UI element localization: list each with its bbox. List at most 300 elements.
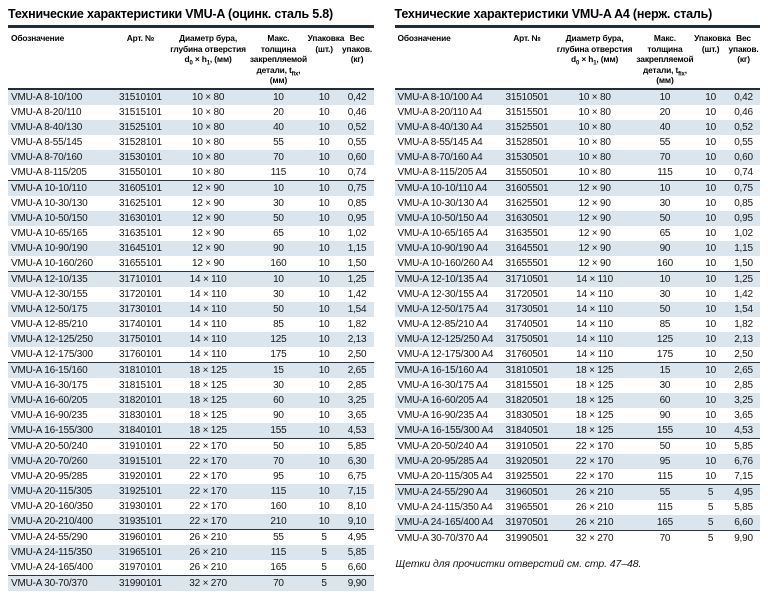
cell-max-thickness: 20 xyxy=(659,106,671,118)
cell-max-thickness: 160 xyxy=(636,256,694,272)
table-row xyxy=(395,150,761,165)
table-row xyxy=(8,89,374,105)
cell-pack-weight: 2,85 xyxy=(347,379,367,391)
cell-art-no: 31965101 xyxy=(119,546,162,558)
cell-pack-weight: 0,85 xyxy=(734,197,753,209)
cell-art-no: 31528501 xyxy=(505,136,549,148)
table-row xyxy=(8,317,374,332)
cell-art-no: 31510101 xyxy=(119,91,162,103)
cell-pack-qty: 10 xyxy=(318,288,330,300)
table-row xyxy=(395,302,761,317)
cell-pack-qty: 10 xyxy=(694,165,727,181)
cell-designation: VMU-A 20-115/305 xyxy=(11,485,93,497)
cell-pack-weight: 6,75 xyxy=(347,470,367,482)
cell-designation: VMU-A 10-10/110 xyxy=(11,182,87,194)
table-row xyxy=(395,165,761,181)
cell-pack-qty: 10 xyxy=(308,423,341,439)
table-row xyxy=(395,515,761,531)
cell-max-thickness: 15 xyxy=(659,364,671,376)
cell-pack-qty: 5 xyxy=(308,560,341,576)
cell-drill-dims: 12 × 90 xyxy=(167,256,249,272)
cell-pack-qty: 10 xyxy=(705,106,716,118)
cell-pack-weight: 2,13 xyxy=(347,333,367,345)
cell-art-no: 31720501 xyxy=(505,288,549,300)
cell-art-no: 31645101 xyxy=(119,242,162,254)
table-row xyxy=(395,469,761,485)
cell-art-no: 31710501 xyxy=(505,273,549,285)
table-row xyxy=(8,150,374,165)
cell-pack-weight: 1,42 xyxy=(734,288,753,300)
table-title-zinc: Технические характеристики VMU-A (оцинк. сталь 5.8) xyxy=(8,5,374,28)
table-row xyxy=(8,241,374,256)
table-row xyxy=(8,271,374,287)
cell-designation: VMU-A 20-95/285 xyxy=(11,470,88,482)
cell-designation: VMU-A 8-20/110 xyxy=(11,106,82,118)
cell-max-thickness: 10 xyxy=(659,182,671,194)
table-row xyxy=(395,423,761,439)
cell-pack-qty: 10 xyxy=(318,485,330,497)
cell-art-no: 31720101 xyxy=(119,288,162,300)
cell-pack-weight: 1,82 xyxy=(734,318,753,330)
cell-designation: VMU-A 8-55/145 A4 xyxy=(397,136,483,148)
cell-art-no: 31990501 xyxy=(505,532,549,544)
cell-pack-qty: 10 xyxy=(705,212,716,224)
table-row xyxy=(8,393,374,408)
cell-art-no: 31645501 xyxy=(505,242,549,254)
cell-designation: VMU-A 12-85/210 xyxy=(11,318,88,330)
cell-designation: VMU-A 8-40/130 A4 xyxy=(397,121,483,133)
cell-pack-qty: 10 xyxy=(705,364,716,376)
cell-pack-weight: 2,65 xyxy=(734,364,753,376)
table-row xyxy=(8,545,374,560)
cell-designation: VMU-A 20-210/400 xyxy=(8,514,114,530)
cell-designation: VMU-A 16-30/175 A4 xyxy=(397,379,488,391)
cell-drill-dims: 14 × 110 xyxy=(189,288,227,300)
cell-drill-dims: 22 × 170 xyxy=(575,440,614,452)
cell-art-no: 31965501 xyxy=(505,501,549,513)
cell-art-no: 31528101 xyxy=(119,136,162,148)
cell-designation: VMU-A 20-160/350 xyxy=(11,500,93,512)
cell-art-no: 31925101 xyxy=(119,485,162,497)
cell-drill-dims: 14 × 110 xyxy=(167,347,249,363)
cell-designation: VMU-A 10-90/190 A4 xyxy=(397,242,488,254)
cell-drill-dims: 22 × 170 xyxy=(189,455,227,467)
cell-art-no: 31970101 xyxy=(114,560,167,576)
table-row xyxy=(395,317,761,332)
cell-pack-weight: 3,65 xyxy=(347,409,367,421)
cell-max-thickness: 50 xyxy=(273,212,284,224)
cell-art-no: 31810501 xyxy=(505,364,549,376)
cell-max-thickness: 65 xyxy=(659,227,671,239)
cell-art-no: 31815501 xyxy=(505,379,549,391)
cell-pack-weight: 0,85 xyxy=(347,197,367,209)
cell-pack-weight: 0,60 xyxy=(347,151,367,163)
table-row xyxy=(8,226,374,241)
cell-art-no: 31515101 xyxy=(119,106,162,118)
column-header: Обозначение xyxy=(395,29,501,89)
cell-pack-qty: 5 xyxy=(707,501,714,513)
cell-pack-weight: 1,50 xyxy=(727,256,760,272)
cell-max-thickness: 10 xyxy=(273,273,284,285)
cell-designation: VMU-A 8-10/100 A4 xyxy=(397,91,483,103)
cell-pack-qty: 10 xyxy=(705,379,716,391)
cell-max-thickness: 30 xyxy=(659,288,671,300)
cell-designation: VMU-A 10-10/110 A4 xyxy=(397,182,488,194)
cell-pack-weight: 0,75 xyxy=(734,182,753,194)
cell-art-no: 31730501 xyxy=(505,303,549,315)
table-row xyxy=(395,241,761,256)
column-header: Диаметр бура, глубина отверстия $d_0 \times h_1$, (мм) xyxy=(167,29,249,89)
cell-art-no: 31960101 xyxy=(119,531,162,543)
cell-pack-qty: 10 xyxy=(318,121,330,133)
cell-designation: VMU-A 24-165/400 A4 xyxy=(395,515,501,531)
cell-drill-dims: 14 × 110 xyxy=(576,318,614,330)
table-row xyxy=(8,180,374,196)
cell-max-thickness: 55 xyxy=(273,136,284,148)
cell-pack-qty: 10 xyxy=(705,409,716,421)
cell-designation: VMU-A 16-15/160 A4 xyxy=(397,364,488,376)
cell-designation: VMU-A 8-10/100 xyxy=(11,91,83,103)
table-row xyxy=(8,423,374,439)
cell-pack-weight: 4,53 xyxy=(341,423,374,439)
column-header: Макс. толщина закрепляемой детали, $t_{fix}$, (мм) xyxy=(249,29,307,89)
table-body xyxy=(8,89,374,591)
cell-drill-dims: 22 × 170 xyxy=(189,485,227,497)
cell-pack-weight: 1,54 xyxy=(734,303,753,315)
cell-drill-dims: 26 × 210 xyxy=(575,486,614,498)
table-row xyxy=(395,135,761,150)
cell-designation: VMU-A 10-90/190 xyxy=(11,242,88,254)
table-header xyxy=(395,29,761,89)
cell-drill-dims: 18 × 125 xyxy=(189,409,227,421)
cell-designation: VMU-A 12-10/135 xyxy=(11,273,88,285)
cell-designation: VMU-A 10-160/260 A4 xyxy=(395,256,501,272)
cell-designation: VMU-A 12-10/135 A4 xyxy=(397,273,488,285)
cell-max-thickness: 70 xyxy=(273,455,284,467)
cell-pack-qty: 10 xyxy=(694,256,727,272)
table-row xyxy=(8,332,374,347)
cell-pack-qty: 5 xyxy=(321,531,327,543)
cell-max-thickness: 90 xyxy=(659,409,671,421)
cell-designation: VMU-A 30-70/370 xyxy=(11,577,88,589)
cell-pack-qty: 5 xyxy=(694,515,727,531)
cell-pack-weight: 3,65 xyxy=(734,409,753,421)
table-row xyxy=(8,484,374,499)
cell-art-no: 31510501 xyxy=(505,91,549,103)
cell-max-thickness: 115 xyxy=(249,165,307,181)
cell-pack-qty: 10 xyxy=(318,379,330,391)
cell-drill-dims: 14 × 110 xyxy=(189,303,227,315)
spec-table-block-stainless xyxy=(395,5,761,591)
cell-art-no: 31530501 xyxy=(505,151,549,163)
table-row xyxy=(395,530,761,546)
column-header: Арт. № xyxy=(114,29,167,89)
cell-designation: VMU-A 10-160/260 xyxy=(8,256,114,272)
column-header: Вес упаков. (кг) xyxy=(341,29,374,89)
cell-pack-weight: 0,75 xyxy=(347,182,367,194)
cell-max-thickness: 125 xyxy=(656,333,673,345)
cell-max-thickness: 90 xyxy=(273,409,284,421)
cell-art-no: 31525101 xyxy=(119,121,162,133)
cell-max-thickness: 90 xyxy=(659,242,671,254)
table-row xyxy=(395,271,761,287)
cell-designation: VMU-A 20-50/240 A4 xyxy=(397,440,488,452)
cell-art-no: 31750101 xyxy=(119,333,162,345)
cell-drill-dims: 14 × 110 xyxy=(576,288,614,300)
cell-designation: VMU-A 20-115/305 A4 xyxy=(395,469,501,485)
cell-drill-dims: 26 × 210 xyxy=(189,546,227,558)
cell-drill-dims: 32 × 270 xyxy=(189,577,227,589)
cell-max-thickness: 90 xyxy=(273,242,284,254)
cell-max-thickness: 30 xyxy=(659,197,671,209)
cell-pack-qty: 10 xyxy=(318,455,330,467)
cell-pack-weight: 0,52 xyxy=(734,121,753,133)
cell-art-no: 31625501 xyxy=(505,197,549,209)
cell-pack-qty: 10 xyxy=(308,165,341,181)
cell-drill-dims: 10 × 80 xyxy=(578,121,611,133)
cell-pack-qty: 10 xyxy=(694,469,727,485)
cell-pack-weight: 0,46 xyxy=(347,106,367,118)
table-row xyxy=(8,287,374,302)
cell-pack-qty: 5 xyxy=(707,532,714,544)
cell-pack-qty: 5 xyxy=(321,546,327,558)
cell-designation: VMU-A 12-50/175 A4 xyxy=(397,303,488,315)
table-row xyxy=(395,211,761,226)
table-row xyxy=(8,514,374,530)
table-row xyxy=(395,408,761,423)
table-row xyxy=(8,362,374,378)
cell-pack-weight: 0,42 xyxy=(347,91,367,103)
table-row xyxy=(8,575,374,591)
cell-drill-dims: 26 × 210 xyxy=(553,515,635,531)
cell-pack-weight: 1,50 xyxy=(341,256,374,272)
cell-max-thickness: 165 xyxy=(249,560,307,576)
cell-designation: VMU-A 8-70/160 A4 xyxy=(397,151,483,163)
cell-art-no: 31630101 xyxy=(119,212,162,224)
cell-pack-qty: 10 xyxy=(705,197,716,209)
cell-art-no: 31625101 xyxy=(119,197,162,209)
table-row xyxy=(395,196,761,211)
cell-designation: VMU-A 24-115/350 A4 xyxy=(397,501,493,513)
cell-art-no: 31740501 xyxy=(505,318,549,330)
cell-pack-weight: 9,90 xyxy=(734,532,753,544)
cell-pack-qty: 10 xyxy=(705,394,716,406)
cell-max-thickness: 40 xyxy=(659,121,671,133)
cell-pack-weight: 0,95 xyxy=(734,212,753,224)
cell-max-thickness: 60 xyxy=(273,394,284,406)
cell-drill-dims: 18 × 125 xyxy=(575,394,614,406)
cell-designation: VMU-A 12-85/210 A4 xyxy=(397,318,488,330)
cell-drill-dims: 14 × 110 xyxy=(576,333,614,345)
cell-drill-dims: 10 × 80 xyxy=(578,91,611,103)
cell-max-thickness: 210 xyxy=(249,514,307,530)
cell-designation: VMU-A 10-30/130 xyxy=(11,197,88,209)
table-header xyxy=(8,29,374,89)
cell-pack-weight: 1,02 xyxy=(734,227,753,239)
cell-drill-dims: 12 × 90 xyxy=(578,197,611,209)
cell-drill-dims: 10 × 80 xyxy=(553,165,635,181)
cell-designation: VMU-A 24-165/400 xyxy=(8,560,114,576)
cell-max-thickness: 50 xyxy=(659,440,671,452)
column-header: Вес упаков. (кг) xyxy=(727,29,760,89)
cell-pack-qty: 10 xyxy=(308,347,341,363)
cell-pack-weight: 0,55 xyxy=(734,136,753,148)
cell-max-thickness: 125 xyxy=(270,333,287,345)
cell-pack-qty: 10 xyxy=(694,423,727,439)
table-row xyxy=(8,120,374,135)
cell-drill-dims: 22 × 170 xyxy=(553,469,635,485)
cell-max-thickness: 30 xyxy=(659,379,671,391)
cell-drill-dims: 14 × 110 xyxy=(189,318,227,330)
cell-max-thickness: 70 xyxy=(273,151,284,163)
cell-pack-qty: 10 xyxy=(705,273,716,285)
cell-art-no: 31655501 xyxy=(500,256,553,272)
cell-pack-weight: 2,13 xyxy=(734,333,753,345)
cell-designation: VMU-A 16-155/300 A4 xyxy=(395,423,501,439)
cell-designation: VMU-A 16-30/175 xyxy=(11,379,88,391)
cell-max-thickness: 115 xyxy=(636,165,694,181)
table-row xyxy=(395,226,761,241)
cell-max-thickness: 30 xyxy=(273,379,284,391)
cell-max-thickness: 20 xyxy=(273,106,284,118)
cell-max-thickness: 50 xyxy=(659,212,671,224)
cell-drill-dims: 10 × 80 xyxy=(191,151,225,163)
cell-pack-weight: 2,85 xyxy=(734,379,753,391)
cell-pack-qty: 10 xyxy=(318,318,330,330)
spec-table-stainless xyxy=(395,29,761,546)
cell-pack-weight: 3,25 xyxy=(734,394,753,406)
spec-table-block-zinc xyxy=(8,5,374,591)
cell-art-no: 31910501 xyxy=(505,440,549,452)
cell-drill-dims: 18 × 125 xyxy=(575,379,614,391)
cell-pack-weight: 9,90 xyxy=(347,577,367,589)
table-row xyxy=(8,165,374,181)
cell-art-no: 31525501 xyxy=(505,121,549,133)
table-row xyxy=(395,89,761,105)
cell-pack-weight: 0,46 xyxy=(734,106,753,118)
cell-pack-weight: 7,15 xyxy=(347,485,367,497)
cell-drill-dims: 22 × 170 xyxy=(167,514,249,530)
table-row xyxy=(395,393,761,408)
cell-pack-weight: 1,25 xyxy=(347,273,367,285)
table-row xyxy=(8,135,374,150)
cell-pack-qty: 10 xyxy=(318,91,330,103)
cell-designation: VMU-A 8-40/130 xyxy=(11,121,83,133)
cell-art-no: 31635501 xyxy=(505,227,549,239)
cell-max-thickness: 65 xyxy=(273,227,284,239)
cell-drill-dims: 10 × 80 xyxy=(578,136,611,148)
cell-designation: VMU-A 12-175/300 xyxy=(8,347,114,363)
spec-table-zinc xyxy=(8,29,374,591)
cell-drill-dims: 18 × 125 xyxy=(189,379,227,391)
cell-art-no: 31820501 xyxy=(505,394,549,406)
cell-designation: VMU-A 24-55/290 xyxy=(11,531,88,543)
cell-drill-dims: 18 × 125 xyxy=(575,364,614,376)
cell-pack-weight: 0,74 xyxy=(341,165,374,181)
cell-designation: VMU-A 24-115/350 xyxy=(11,546,93,558)
cell-pack-weight: 2,50 xyxy=(341,347,374,363)
table-row xyxy=(395,500,761,515)
cell-art-no: 31550501 xyxy=(500,165,553,181)
cell-max-thickness: 10 xyxy=(273,182,284,194)
cell-pack-qty: 5 xyxy=(321,577,327,589)
cell-designation: VMU-A 8-115/205 xyxy=(8,165,114,181)
cell-max-thickness: 175 xyxy=(636,347,694,363)
cell-designation: VMU-A 12-50/175 xyxy=(11,303,88,315)
table-row xyxy=(395,256,761,272)
cell-pack-weight: 6,30 xyxy=(347,455,367,467)
cell-max-thickness: 160 xyxy=(270,500,287,512)
cell-designation: VMU-A 10-50/150 xyxy=(11,212,88,224)
cell-pack-qty: 10 xyxy=(705,440,716,452)
cell-drill-dims: 26 × 210 xyxy=(189,531,227,543)
cell-drill-dims: 26 × 210 xyxy=(575,501,614,513)
table-row xyxy=(395,454,761,469)
cell-art-no: 31740101 xyxy=(119,318,162,330)
cell-pack-weight: 1,02 xyxy=(347,227,367,239)
cell-max-thickness: 115 xyxy=(657,501,673,513)
cell-max-thickness: 55 xyxy=(273,531,284,543)
cell-drill-dims: 18 × 125 xyxy=(553,423,635,439)
table-row xyxy=(395,484,761,500)
cell-designation: VMU-A 10-65/165 xyxy=(11,227,88,239)
cell-pack-weight: 4,53 xyxy=(727,423,760,439)
cell-pack-weight: 0,42 xyxy=(734,91,753,103)
cell-drill-dims: 10 × 80 xyxy=(191,136,225,148)
cell-pack-weight: 8,10 xyxy=(347,500,367,512)
table-title-stainless: Технические характеристики VMU-A A4 (нерж. сталь) xyxy=(395,5,761,28)
cell-pack-qty: 10 xyxy=(318,394,330,406)
cell-art-no: 31960501 xyxy=(505,486,549,498)
cell-designation: VMU-A 16-155/300 xyxy=(8,423,114,439)
cell-max-thickness: 85 xyxy=(659,318,671,330)
cell-art-no: 31635101 xyxy=(119,227,162,239)
cell-art-no: 31990101 xyxy=(119,577,162,589)
cell-drill-dims: 18 × 125 xyxy=(167,423,249,439)
cell-pack-weight: 6,60 xyxy=(341,560,374,576)
cell-pack-qty: 10 xyxy=(705,182,716,194)
cell-art-no: 31605501 xyxy=(505,182,549,194)
cell-pack-qty: 10 xyxy=(308,514,341,530)
cell-drill-dims: 22 × 170 xyxy=(189,440,227,452)
cell-pack-weight: 2,65 xyxy=(347,364,367,376)
cell-drill-dims: 14 × 110 xyxy=(553,347,635,363)
cell-art-no: 31760501 xyxy=(500,347,553,363)
table-row xyxy=(8,560,374,576)
table-row xyxy=(395,438,761,454)
table-row xyxy=(8,438,374,454)
cell-pack-weight: 1,25 xyxy=(734,273,753,285)
table-row xyxy=(8,302,374,317)
cell-drill-dims: 12 × 90 xyxy=(191,227,225,239)
cell-drill-dims: 10 × 80 xyxy=(191,91,225,103)
cell-designation: VMU-A 16-60/205 A4 xyxy=(397,394,488,406)
cell-drill-dims: 12 × 90 xyxy=(578,227,611,239)
header-row xyxy=(8,29,374,89)
cell-drill-dims: 14 × 110 xyxy=(576,273,614,285)
cell-designation: VMU-A 30-70/370 A4 xyxy=(397,532,488,544)
cell-pack-qty: 10 xyxy=(705,121,716,133)
cell-art-no: 31935101 xyxy=(114,514,167,530)
table-row xyxy=(8,408,374,423)
cell-max-thickness: 50 xyxy=(659,303,671,315)
cell-max-thickness: 95 xyxy=(273,470,284,482)
cell-art-no: 31655101 xyxy=(114,256,167,272)
cell-drill-dims: 12 × 90 xyxy=(578,182,611,194)
cell-pack-weight: 6,60 xyxy=(727,515,760,531)
cell-drill-dims: 12 × 90 xyxy=(191,182,225,194)
table-row xyxy=(395,180,761,196)
